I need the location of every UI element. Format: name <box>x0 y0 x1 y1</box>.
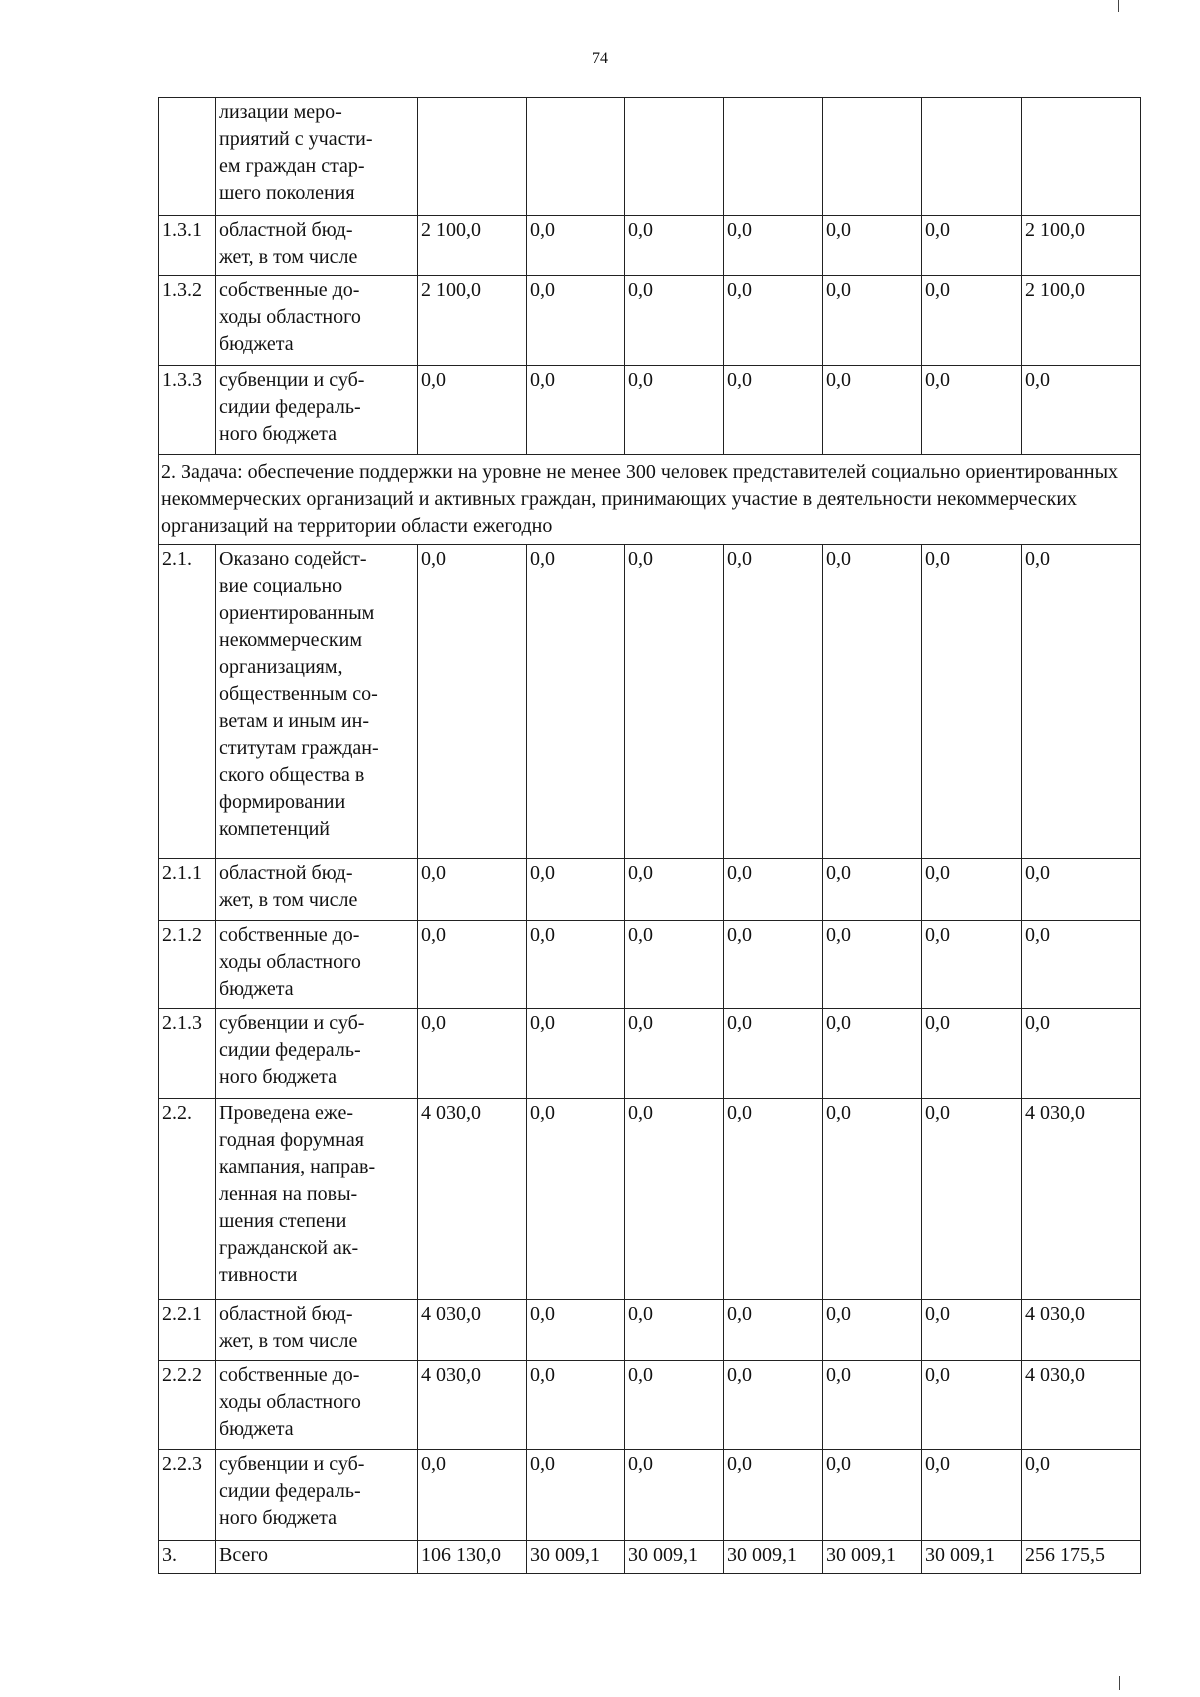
row-name: Оказано содейст- вие социально ориентированным некоммерческим организациям, общественным со- ветам и иным ин- ститутам граждан- ского общества в формировании компетенций <box>216 545 418 859</box>
row-number: 1.3.3 <box>159 366 216 455</box>
row-name: собственные до- ходы областного бюджета <box>216 276 418 366</box>
value-cell-6: 30 009,1 <box>922 1541 1022 1574</box>
value-cell-7 <box>1022 98 1141 216</box>
value-cell-5: 0,0 <box>823 216 922 276</box>
value-cell-3: 0,0 <box>625 1300 724 1361</box>
value-cell-2: 0,0 <box>527 921 625 1009</box>
value-cell-5: 0,0 <box>823 1450 922 1541</box>
value-cell-3 <box>625 98 724 216</box>
table-row <box>159 1450 1141 1541</box>
value-cell-3: 0,0 <box>625 276 724 366</box>
page-number: 74 <box>592 50 608 67</box>
value-cell-2: 0,0 <box>527 1099 625 1300</box>
value-cell-5: 0,0 <box>823 366 922 455</box>
value-cell-6: 0,0 <box>922 1450 1022 1541</box>
value-cell-2: 0,0 <box>527 216 625 276</box>
table-row <box>159 1099 1141 1300</box>
row-number: 2.2.2 <box>159 1361 216 1450</box>
value-cell-5: 0,0 <box>823 1361 922 1450</box>
value-cell-3: 0,0 <box>625 1009 724 1099</box>
budget-table-body <box>159 98 1141 1574</box>
row-name: собственные до- ходы областного бюджета <box>216 1361 418 1450</box>
table-row <box>159 276 1141 366</box>
value-cell-1: 2 100,0 <box>418 276 527 366</box>
table-row <box>159 98 1141 216</box>
value-cell-7: 0,0 <box>1022 545 1141 859</box>
value-cell-7: 0,0 <box>1022 921 1141 1009</box>
value-cell-5: 0,0 <box>823 1009 922 1099</box>
value-cell-1: 4 030,0 <box>418 1099 527 1300</box>
value-cell-1: 0,0 <box>418 1009 527 1099</box>
row-name: лизации меро- приятий с участи- ем граждан стар- шего поколения <box>216 98 418 216</box>
row-number: 2.2.3 <box>159 1450 216 1541</box>
row-name: Проведена еже- годная форумная кампания, направ- ленная на повы- шения степени гражданской ак- тивности <box>216 1099 418 1300</box>
value-cell-6: 0,0 <box>922 1361 1022 1450</box>
value-cell-4: 0,0 <box>724 859 823 921</box>
value-cell-3: 0,0 <box>625 1099 724 1300</box>
value-cell-2: 30 009,1 <box>527 1541 625 1574</box>
row-name: областной бюд- жет, в том числе <box>216 1300 418 1361</box>
value-cell-5: 0,0 <box>823 859 922 921</box>
table-row <box>159 545 1141 859</box>
value-cell-4 <box>724 98 823 216</box>
table-row <box>159 1300 1141 1361</box>
value-cell-2: 0,0 <box>527 1009 625 1099</box>
value-cell-4: 0,0 <box>724 216 823 276</box>
value-cell-1: 106 130,0 <box>418 1541 527 1574</box>
row-name: областной бюд- жет, в том числе <box>216 216 418 276</box>
value-cell-1: 0,0 <box>418 859 527 921</box>
value-cell-4: 0,0 <box>724 1450 823 1541</box>
value-cell-2: 0,0 <box>527 1300 625 1361</box>
table-row <box>159 1361 1141 1450</box>
value-cell-7: 0,0 <box>1022 1009 1141 1099</box>
row-number: 2.2. <box>159 1099 216 1300</box>
value-cell-5: 0,0 <box>823 276 922 366</box>
value-cell-4: 0,0 <box>724 1099 823 1300</box>
value-cell-2: 0,0 <box>527 1450 625 1541</box>
value-cell-6: 0,0 <box>922 545 1022 859</box>
value-cell-6: 0,0 <box>922 276 1022 366</box>
value-cell-7: 2 100,0 <box>1022 216 1141 276</box>
value-cell-5: 30 009,1 <box>823 1541 922 1574</box>
value-cell-7: 4 030,0 <box>1022 1099 1141 1300</box>
row-number: 2.1. <box>159 545 216 859</box>
value-cell-6: 0,0 <box>922 1009 1022 1099</box>
row-name: субвенции и суб- сидии федераль- ного бюджета <box>216 1450 418 1541</box>
value-cell-1: 4 030,0 <box>418 1300 527 1361</box>
table-row <box>159 366 1141 455</box>
value-cell-6: 0,0 <box>922 366 1022 455</box>
value-cell-5: 0,0 <box>823 1099 922 1300</box>
scan-mark <box>1119 1676 1120 1690</box>
value-cell-5: 0,0 <box>823 921 922 1009</box>
table-row <box>159 921 1141 1009</box>
table-row <box>159 216 1141 276</box>
value-cell-5: 0,0 <box>823 545 922 859</box>
value-cell-7: 0,0 <box>1022 1450 1141 1541</box>
value-cell-4: 0,0 <box>724 366 823 455</box>
table-row <box>159 1009 1141 1099</box>
value-cell-3: 0,0 <box>625 921 724 1009</box>
value-cell-7: 0,0 <box>1022 859 1141 921</box>
row-name: субвенции и суб- сидии федераль- ного бюджета <box>216 366 418 455</box>
budget-table <box>158 97 1141 1574</box>
row-number: 2.1.3 <box>159 1009 216 1099</box>
value-cell-6: 0,0 <box>922 1300 1022 1361</box>
value-cell-6: 0,0 <box>922 1099 1022 1300</box>
row-name: Всего <box>216 1541 418 1574</box>
value-cell-1: 4 030,0 <box>418 1361 527 1450</box>
row-name: областной бюд- жет, в том числе <box>216 859 418 921</box>
value-cell-4: 0,0 <box>724 1300 823 1361</box>
value-cell-4: 0,0 <box>724 1361 823 1450</box>
task-row <box>159 455 1141 545</box>
value-cell-4: 0,0 <box>724 545 823 859</box>
value-cell-6: 0,0 <box>922 859 1022 921</box>
task-description: 2. Задача: обеспечение поддержки на уровне не менее 300 человек представителей социально ориентированных некоммерческих организаций и активных граждан, принимающих участие в деятельности некоммерческих организаций на территории области ежегодно <box>159 455 1141 545</box>
row-number: 3. <box>159 1541 216 1574</box>
row-number <box>159 98 216 216</box>
value-cell-3: 30 009,1 <box>625 1541 724 1574</box>
value-cell-2: 0,0 <box>527 366 625 455</box>
value-cell-1: 2 100,0 <box>418 216 527 276</box>
row-name: субвенции и суб- сидии федераль- ного бюджета <box>216 1009 418 1099</box>
value-cell-4: 0,0 <box>724 1009 823 1099</box>
value-cell-2: 0,0 <box>527 545 625 859</box>
value-cell-2: 0,0 <box>527 859 625 921</box>
row-number: 2.1.2 <box>159 921 216 1009</box>
value-cell-3: 0,0 <box>625 545 724 859</box>
value-cell-3: 0,0 <box>625 216 724 276</box>
row-number: 1.3.2 <box>159 276 216 366</box>
value-cell-7: 0,0 <box>1022 366 1141 455</box>
value-cell-3: 0,0 <box>625 366 724 455</box>
row-number: 2.2.1 <box>159 1300 216 1361</box>
scan-mark <box>1118 0 1119 12</box>
value-cell-1: 0,0 <box>418 545 527 859</box>
value-cell-7: 2 100,0 <box>1022 276 1141 366</box>
value-cell-7: 4 030,0 <box>1022 1300 1141 1361</box>
table-row <box>159 859 1141 921</box>
value-cell-2: 0,0 <box>527 276 625 366</box>
table-row <box>159 1541 1141 1574</box>
value-cell-1: 0,0 <box>418 366 527 455</box>
value-cell-1: 0,0 <box>418 1450 527 1541</box>
value-cell-3: 0,0 <box>625 1361 724 1450</box>
value-cell-7: 4 030,0 <box>1022 1361 1141 1450</box>
value-cell-4: 0,0 <box>724 921 823 1009</box>
value-cell-6: 0,0 <box>922 216 1022 276</box>
value-cell-3: 0,0 <box>625 859 724 921</box>
value-cell-5 <box>823 98 922 216</box>
row-number: 2.1.1 <box>159 859 216 921</box>
row-name: собственные до- ходы областного бюджета <box>216 921 418 1009</box>
value-cell-7: 256 175,5 <box>1022 1541 1141 1574</box>
value-cell-6 <box>922 98 1022 216</box>
value-cell-1: 0,0 <box>418 921 527 1009</box>
value-cell-1 <box>418 98 527 216</box>
value-cell-6: 0,0 <box>922 921 1022 1009</box>
row-number: 1.3.1 <box>159 216 216 276</box>
value-cell-4: 0,0 <box>724 276 823 366</box>
value-cell-2 <box>527 98 625 216</box>
value-cell-5: 0,0 <box>823 1300 922 1361</box>
value-cell-4: 30 009,1 <box>724 1541 823 1574</box>
value-cell-3: 0,0 <box>625 1450 724 1541</box>
value-cell-2: 0,0 <box>527 1361 625 1450</box>
